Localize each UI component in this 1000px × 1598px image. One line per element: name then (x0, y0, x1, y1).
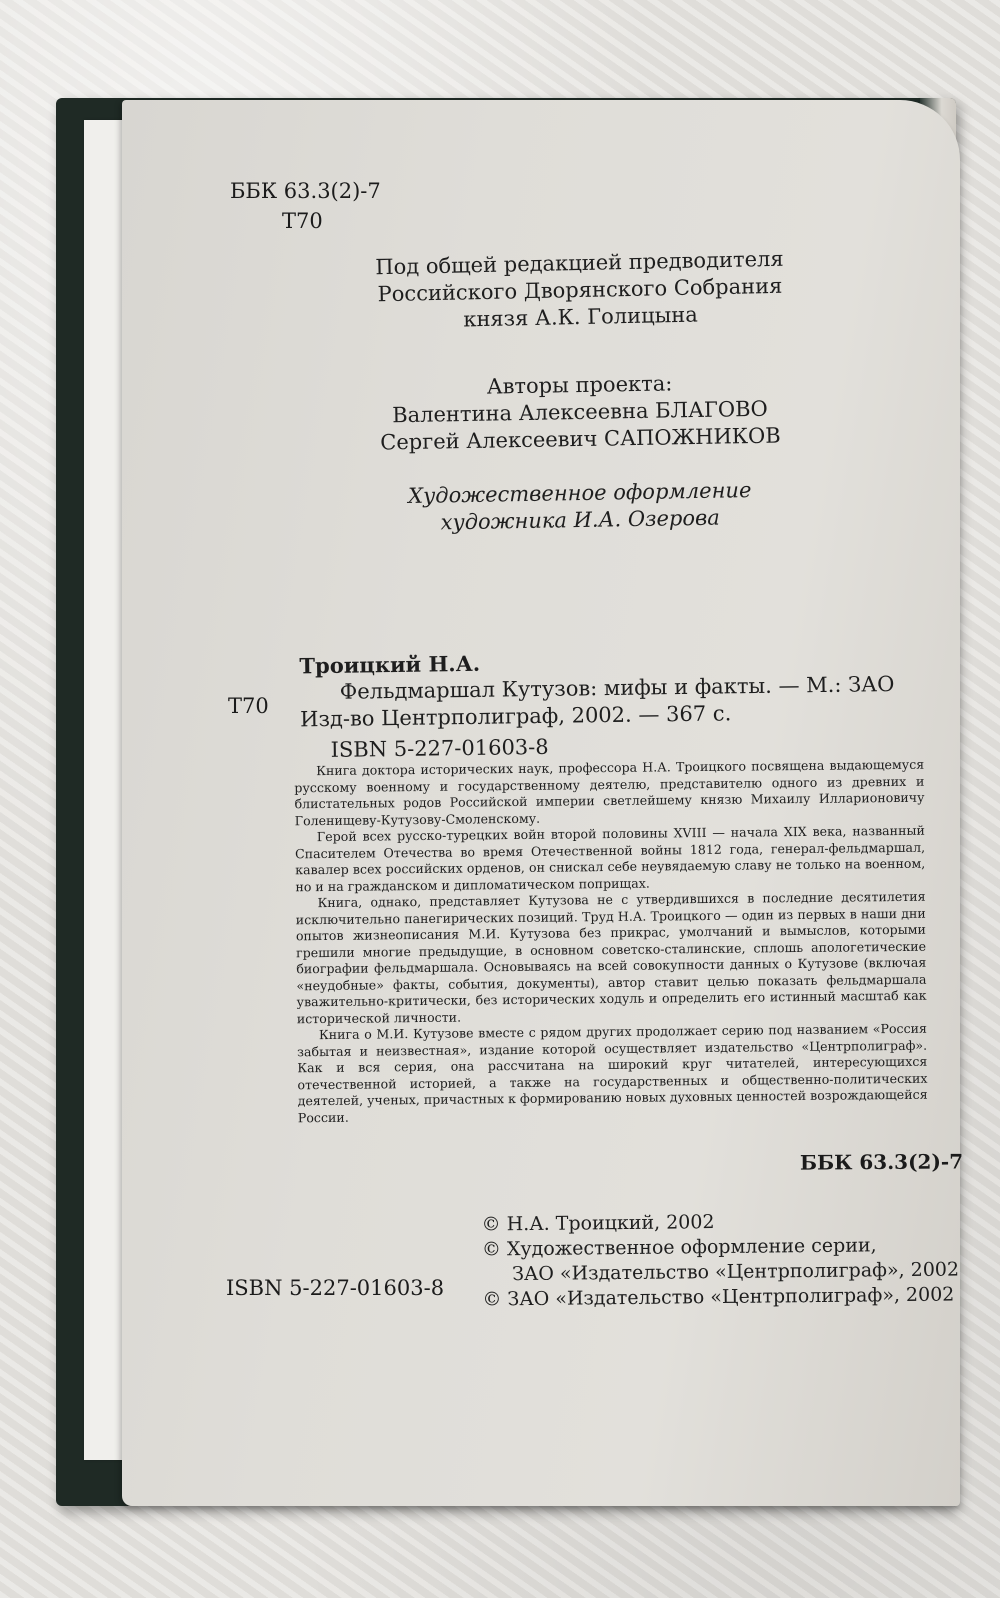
abstract-paragraph: Книга, однако, представляет Кутузова не с утвердившихся в последние десятилетия исключительно панегирических позиций. Труд Н.А. Троицкого — один из первых в наши дни опытов жизнеописания М.И. Кутузова без прикрас, умолчаний и вымыслов, которыми грешили многие предыдущие, в основном советско-сталинские, сплошь апологетические биографии фельдмаршала. Основываясь на всей совокупности данных о Кутузове (включая «неудобные» факты, события, документы), автор ставит целью показать фельдмаршала уважительно-критически, без исторических ходуль и определить его истинный масштаб как исторической личности. (295, 888, 927, 1026)
authors-block (299, 367, 860, 458)
design-line: Художественное оформление (407, 478, 752, 508)
entry-title: Фельдмаршал Кутузов: мифы и факты. — М.: ЗАО (339, 672, 895, 704)
entry-author: Троицкий Н.А. (299, 650, 481, 679)
bbk-code-bottom: ББК 63.3(2)-7 (799, 1149, 964, 1175)
editor-line: князя А.К. Голицына (463, 302, 699, 332)
bbk-code-top: ББК 63.3(2)-7 (230, 179, 381, 203)
author-sign-top: Т70 (282, 209, 323, 233)
author-line: Валентина Алексеевна БЛАГОВО (392, 396, 768, 428)
abstract-paragraph: Книга о М.И. Кутузове вместе с рядом других продолжает серию под названием «Россия забытая и неизвестная», издание которой осуществляет издательство «Центрполиграф». Как и вся серия, она рассчитана на широкий круг читателей, интересующихся отечественной историей, а также на государственных и общественно-политических деятелей, ученых, причастных к формированию новых духовных ценностей возрождающейся России. (297, 1020, 928, 1125)
authors-heading: Авторы проекта: (486, 371, 673, 399)
entry-publisher: Изд-во Центрполиграф, 2002. — 367 с. (300, 701, 732, 732)
design-credit (300, 475, 861, 539)
copyright-block (481, 1208, 959, 1313)
design-line: художника И.А. Озерова (440, 505, 720, 535)
abstract-paragraph: Герой всех русско-турецких войн второй половины XVIII — начала XIX века, названный Спасителем Отечества во время Отечественной войны 1812 года, генерал-фельдмаршал, кавалер всех российских орденов, он снискал себе неувядаемую славу не только на военном, но и на гражданском и дипломатическом поприщах. (294, 822, 926, 894)
copyright-line: © Н.А. Троицкий, 2002 (481, 1211, 715, 1236)
isbn-bottom: ISBN 5-227-01603-8 (226, 1276, 445, 1300)
editor-line: Под общей редакцией предводителя (375, 246, 784, 280)
bbk-header (230, 176, 381, 236)
editor-block (299, 244, 861, 337)
author-line: Сергей Алексеевич САПОЖНИКОВ (380, 423, 781, 455)
entry-isbn: ISBN 5-227-01603-8 (330, 734, 549, 762)
copyright-line: © ЗАО «Издательство «Центрполиграф», 2002 (482, 1283, 955, 1311)
abstract-paragraph: Книга доктора исторических наук, профессора Н.А. Троицкого посвящена выдающемуся русскому военному и государственному деятелю, представителю одного из древних и блистательных родов Российской империи светлейшему князю Михаилу Илларионовичу Голенищеву-Кутузову-Смоленскому. (294, 756, 925, 828)
bibliographic-entry (299, 644, 921, 765)
editor-line: Российского Дворянского Собрания (377, 273, 783, 307)
abstract (294, 757, 928, 1127)
copyright-line: ЗАО «Издательство «Центрполиграф», 2002 (512, 1258, 960, 1286)
author-sign-entry: Т70 (228, 694, 269, 718)
copyright-line: © Художественное оформление серии, (481, 1234, 877, 1261)
